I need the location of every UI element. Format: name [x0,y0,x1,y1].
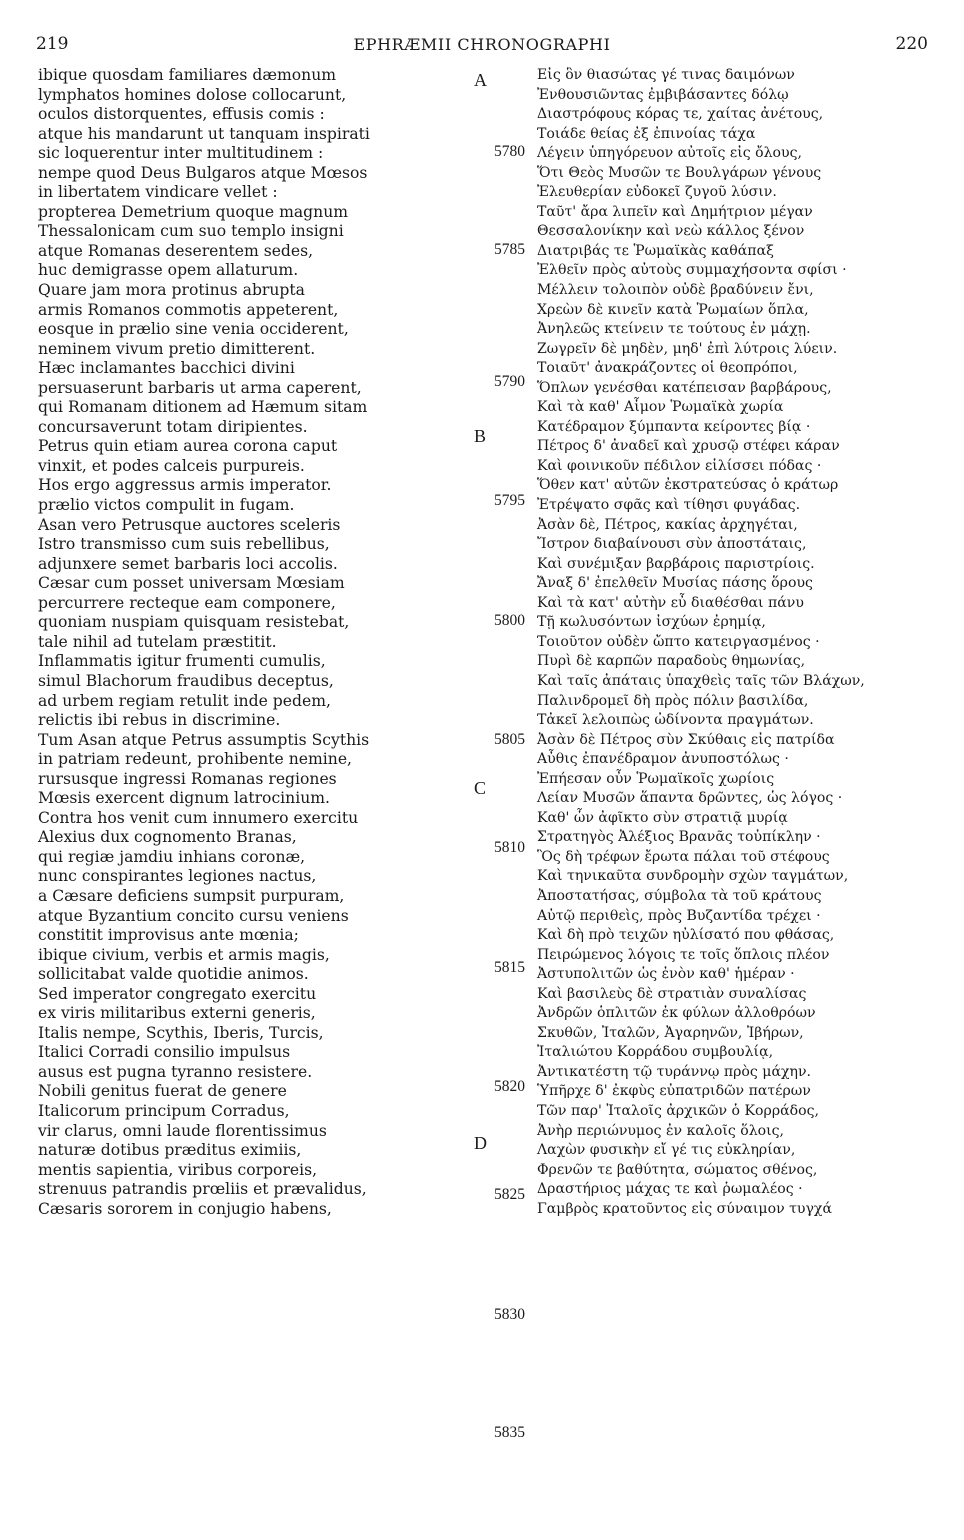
latin-text-line: eosque in prælio sine venia occiderent, [38,320,349,339]
latin-text-line: persuaserunt barbaris ut arma caperent, [38,378,362,397]
latin-text-line: Thessalonicam cum suo templo insigni [38,222,344,241]
latin-text-line: atque Byzantium concito cursu veniens [38,906,349,925]
line-number: 5835 [494,1424,525,1441]
greek-text-line: Θεσσαλονίκην καὶ νεὼ κάλλος ξένον [537,223,805,240]
greek-text-line: Ἐπήεσαν οὖν Ῥωμαϊκοῖς χωρίοις [537,770,775,787]
greek-text-line: Καὶ τὰ καθ' Αἷμον Ῥωμαϊκὰ χωρία [537,399,784,416]
greek-text-line: Αὐτῷ περιθεὶς, πρὸς Βυζαντίδα τρέχει · [537,907,821,924]
latin-text-line: qui regiæ jamdiu inhians coronæ, [38,847,306,866]
greek-text-line: Καὶ τὰ κατ' αὐτὴν εὖ διαθέσθαι πάνυ [537,594,804,611]
greek-text-line: Ταῦτ' ἄρα λιπεῖν καὶ Δημήτριον μέγαν [537,203,813,220]
greek-text-line: Ἐλευθερίαν εὐδοκεῖ ζυγοῦ λύσιν. [537,184,777,201]
greek-text-line: Τοιοῦτον οὐδὲν ὤπτο κατειργασμένος · [537,633,820,650]
greek-text-line: Πυρὶ δὲ καρπῶν παραδοὺς θημωνίας, [537,653,806,670]
greek-text-line: Διαστρόφους κόρας τε, χαίτας ἀνέτους, [537,106,824,123]
line-number: 5830 [494,1306,525,1323]
greek-text-line: Γαμβρὸς κρατοῦντος εἰς σύναιμον τυγχά [537,1200,832,1217]
greek-text-line: Ἀποστατήσας, σύμβολα τὰ τοῦ κράτους [537,887,822,904]
latin-text-line: in patriam redeunt, prohibente nemine, [38,750,353,769]
line-number: 5825 [494,1186,525,1203]
greek-text-line: Πειρώμενος λόγοις τε τοῖς ὅπλοις πλέον [537,946,830,963]
latin-text-line: constitit improvisus ante mœnia; [38,926,299,945]
latin-text-line: Italicorum principum Corradus, [38,1101,290,1120]
latin-text-line: Petrus quin etiam aurea corona caput [38,437,338,456]
greek-text-line: Ἀσὰν δὲ, Πέτρος, κακίας ἀρχηγέται, [537,516,798,533]
line-number: 5790 [494,373,525,390]
latin-text-line: Asan vero Petrusque auctores sceleris [38,515,341,534]
page-header [0,30,964,60]
latin-text-line: strenuus patrandis prœliis et prævalidus, [38,1180,367,1199]
latin-text-line: Cæsaris sororem in conjugio habens, [38,1199,332,1218]
greek-text-line: Ἐνθουσιῶντας ἐμβιβάσαντες δόλῳ [537,86,789,103]
latin-text-line: Cæsar cum posset universam Mœsiam [38,574,345,593]
line-number: 5810 [494,839,525,856]
latin-text-line: Tum Asan atque Petrus assumptis Scythis [38,730,370,749]
greek-text-line: Ζωγρεῖν δὲ μηδὲν, μηδ' ἐπὶ λύτροις λύειν. [537,340,838,357]
greek-text-line: Μέλλειν τολοιπὸν οὐδὲ βραδύνειν ἔνι, [537,282,814,299]
latin-text-line: adjunxere semet barbaris loci accolis. [38,554,338,573]
latin-text-line: Italici Corradi consilio impulsus [38,1043,291,1062]
latin-text-line: percurrere recteque eam componere, [38,593,336,612]
latin-text-line: Nobili genitus fuerat de genere [38,1082,287,1101]
latin-text-line: huc demigrasse opem allaturum. [38,261,299,280]
greek-text-line: Ὑπῆρχε δ' ἐκφὺς εὐπατριδῶν πατέρων [537,1083,811,1100]
greek-text-line: Καὶ δὴ πρὸ τειχῶν ηὐλίσατό που φθάσας, [537,927,835,944]
greek-text-line: Ἀνηλεῶς κτείνειν τε τούτους ἐν μάχῃ. [537,321,811,338]
greek-text-line: Καὶ συνέμιξαν βαρβάροις παριστρίοις. [537,555,815,572]
greek-text-line: Ὅθεν κατ' αὐτῶν ἐκστρατεύσας ὁ κράτωρ [537,477,839,494]
latin-text-line: ibique quosdam familiares dæmonum [38,66,337,84]
latin-text-line: Hæc inclamantes bacchici divini [38,359,295,378]
greek-text-line: Καὶ ταῖς ἀπάταις ὑπαχθεὶς ταῖς τῶν Βλάχων, [537,672,865,689]
latin-text-line: atque his mandarunt ut tanquam inspirati [38,124,370,143]
greek-text-line: Στρατηγὸς Ἀλέξιος Βρανᾶς τοὐπίκλην · [537,829,821,846]
latin-text-line: Inflammatis igitur frumenti cumulis, [38,652,326,671]
greek-text-line: Φρενῶν τε βαθύτητα, σώματος σθένος, [537,1161,818,1178]
latin-text-line: ausus est pugna tyranno resistere. [38,1062,313,1081]
latin-text-line: armis Romanos commotis appeterent, [38,300,339,319]
greek-text-line: Χρεὼν δὲ κινεῖν κατὰ Ῥωμαίων ὅπλα, [537,301,809,318]
latin-text-line: sic loquerentur inter multitudinem : [38,144,324,163]
latin-text-line: in libertatem vindicare vellet : [38,183,278,202]
greek-text-line: Λαχὼν φυσικὴν εἴ γέ τις εὐκληρίαν, [537,1142,796,1159]
greek-text-line: Αὖθις ἐπανέδραμον ἀνυποστόλως · [537,751,789,768]
greek-text-line: Λείαν Μυσῶν ἅπαντα δρῶντες, ὡς λόγος · [537,790,843,807]
greek-text-line: Ἰταλιώτου Κορράδου συμβουλίᾳ, [537,1044,774,1061]
greek-text-line: Τῶν παρ' Ἰταλοῖς ἀρχικῶν ὁ Κορράδος, [537,1102,819,1119]
latin-text-line: ad urbem regiam retulit inde pedem, [38,691,331,710]
greek-text-line: Καθ' ὧν ἀφῖκτο σὺν στρατιᾷ μυρίᾳ [537,809,788,826]
latin-text-line: a Cæsare deficiens sumpsit purpuram, [38,886,345,905]
latin-text-line: mentis sapientia, viribus corporeis, [38,1160,318,1179]
latin-text-line: nempe quod Deus Bulgaros atque Mœsos [38,163,368,182]
latin-text-line: concursaverunt totam diripientes. [38,417,308,436]
latin-text-line: sollicitabat valde quotidie animos. [38,965,309,984]
greek-text-line: Τἀκεῖ λελοιπὼς ὠδίνοντα πραγμάτων. [537,712,814,729]
greek-text-line: Καὶ τηνικαῦτα συνδρομὴν σχὼν ταγμάτων, [537,868,849,885]
greek-text-line: Ἀντικατέστη τῷ τυράννῳ πρὸς μάχην. [537,1063,811,1080]
latin-text-line: quoniam nuspiam quisquam resistebat, [38,613,350,632]
latin-text-line: nunc conspirantes legiones nactus, [38,867,317,886]
page-number-right: 220 [895,34,928,54]
line-number: 5800 [494,612,525,629]
greek-text-line: Κατέδραμον ξύμπαντα κείροντες βίᾳ · [537,418,811,435]
line-number: 5820 [494,1078,525,1095]
latin-text-line: Hos ergo aggressus armis imperator. [38,476,332,495]
latin-text-line: ibique civium, verbis et armis magis, [38,945,330,964]
line-number: 5795 [494,492,525,509]
latin-text-line: Contra hos venit cum innumero exercitu [38,808,359,827]
latin-text-line: relictis ibi rebus in discrimine. [38,711,281,730]
greek-text-line: Ἀνὴρ περιώνυμος ἐν καλοῖς ὅλοις, [537,1122,785,1139]
latin-text-line: Alexius dux cognomento Branas, [38,828,297,847]
latin-text-line: lymphatos homines dolose collocarunt, [38,85,347,104]
section-marker-b: B [474,426,487,446]
greek-text-line: Παλινδρομεῖ δὴ πρὸς πόλιν βασιλίδα, [537,692,809,709]
greek-text-line: Ἐτρέψατο σφᾶς καὶ τίθησι φυγάδας. [537,497,801,514]
latin-text-line: simul Blachorum fraudibus deceptus, [38,671,334,690]
latin-text-line: Mœsis exercent dignum latrocinium. [38,789,330,808]
greek-text-line: Σκυθῶν, Ἰταλῶν, Ἀγαρηνῶν, Ἰβήρων, [537,1024,804,1041]
latin-text-line: neminem vivum pretio dimitterent. [38,339,316,358]
greek-text-line: Ἄναξ δ' ἐπελθεῖν Μυσίας πάσης ὅρους [537,575,813,592]
line-number: 5805 [494,731,525,748]
greek-text-line: Καὶ φοινικοῦν πέδιλον εἱλίσσει πόδας · [537,457,822,474]
section-marker-c: C [474,778,487,798]
latin-text-line: tale nihil ad tutelam præstitit. [38,632,277,651]
greek-text-line: Ἀστυπολιτῶν ὡς ἐνὸν καθ' ἡμέραν · [537,966,795,983]
page-number-left: 219 [36,34,69,54]
greek-text-line: Τοιάδε θείας ἐξ ἐπινοίας τάχα [537,125,756,142]
greek-text-line: Καὶ βασιλεὺς δὲ στρατιὰν συναλίσας [537,985,807,1002]
greek-text-line: Ὅτι Θεὸς Μυσῶν τε Βουλγάρων γένους [537,164,822,181]
running-title: EPHRÆMII CHRONOGRAPHI [353,35,611,54]
greek-text-line: Ὅπλων γενέσθαι κατέπεισαν βαρβάρους, [537,379,832,396]
latin-text-line: Istro transmisso cum suis rebellibus, [38,535,330,554]
greek-text-line: Διατριβάς τε Ῥωμαϊκὰς καθάπαξ [537,242,774,259]
latin-text-line: vir clarus, omni laude florentissimus [38,1121,327,1140]
greek-column [537,66,947,1219]
latin-text-line: Italis nempe, Scythis, Iberis, Turcis, [38,1023,324,1042]
latin-text-line: vinxit, et podes calceis purpureis. [38,456,305,475]
latin-text-line: atque Romanas deserentem sedes, [38,241,314,260]
line-number: 5785 [494,241,525,258]
greek-text-line: Ἀσὰν δὲ Πέτρος σὺν Σκύθαις εἰς πατρίδα [537,731,835,748]
latin-text-line: naturæ dotibus præditus eximiis, [38,1141,302,1160]
latin-column [38,66,470,1219]
latin-text-line: rursusque ingressi Romanas regiones [38,769,337,788]
section-marker-a: A [474,70,487,90]
greek-text-line: Λέγειν ὑπηγόρευον αὐτοῖς εἰς ὄλους, [537,145,802,162]
latin-text-line: Sed imperator congregato exercitu [38,984,317,1003]
greek-text-line: Τῇ κωλυσόντων ἰσχύων ἐρημίᾳ, [537,614,766,631]
section-marker-d: D [474,1133,487,1153]
latin-text-line: prælio victos compulit in fugam. [38,496,295,515]
greek-text-line: Ὃς δὴ τρέφων ἔρωτα πάλαι τοῦ στέφους [537,848,830,865]
latin-text-line: Quare jam mora protinus abrupta [38,281,305,300]
greek-text-line: Ἴστρον διαβαίνουσι σὺν ἀποστάταις, [537,536,807,553]
greek-text-line: Ἀνδρῶν ὁπλιτῶν ἐκ φύλων ἀλλοθρόων [537,1005,816,1022]
greek-text-line: Ἐλθεῖν πρὸς αὐτοὺς συμμαχήσοντα σφίσι · [537,262,847,279]
latin-text-line: oculos distorquentes, effusis comis : [38,105,325,124]
latin-text-line: propterea Demetrium quoque magnum [38,202,349,221]
greek-text-line: Εἰς ὃν θιασώτας γέ τινας δαιμόνων [537,67,795,83]
greek-text-line: Πέτρος δ' ἀναδεῖ καὶ χρυσῷ στέφει κάραν [537,438,840,455]
line-number: 5815 [494,959,525,976]
greek-text-line: Δραστήριος μάχας τε καὶ ῥωμαλέος · [537,1181,803,1198]
latin-text-line: ex viris militaribus externi generis, [38,1004,316,1023]
line-number: 5780 [494,143,525,160]
latin-text-line: qui Romanam ditionem ad Hæmum sitam [38,398,368,417]
greek-text-line: Τοιαῦτ' ἀνακράζοντες οἱ θεοπρόποι, [537,360,798,377]
